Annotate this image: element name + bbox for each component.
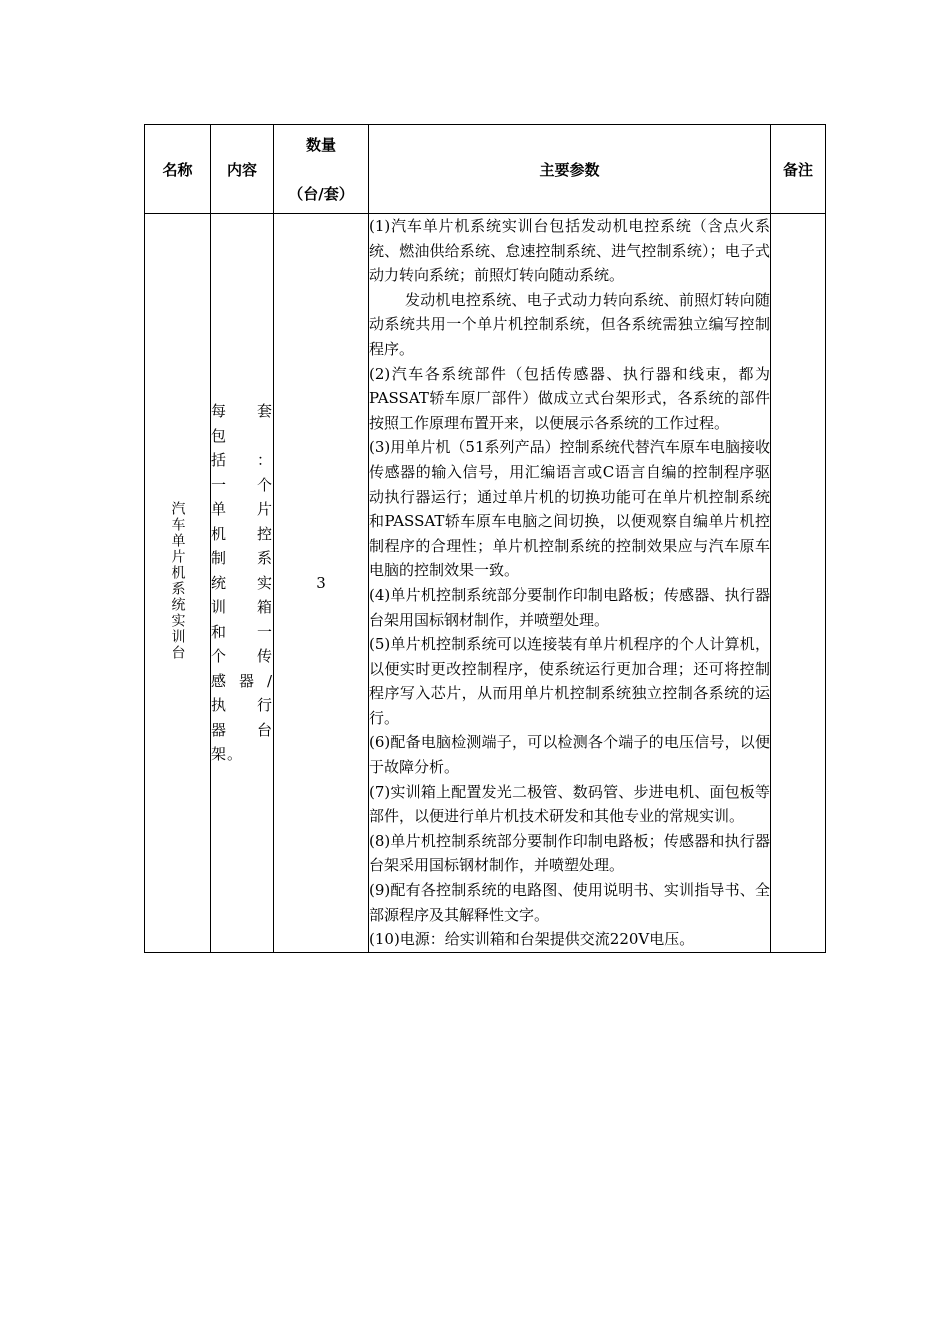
content-line: 训 箱 [211,598,273,617]
spec-table [144,124,826,953]
content-line: 一 个 [211,475,273,494]
param-1-note: 发动机电控系统、电子式动力转向系统、前照灯转向随动系统共用一个单片机控制系统，但各系统需独立编写控制程序。 [369,290,770,358]
content-line: 和 一 [211,622,273,641]
content-line: 架。 [211,745,244,764]
header-quantity-label: 数量 [305,136,336,154]
content-line: 括 ： [211,451,273,470]
item-quantity: 3 [316,573,326,592]
param-9: (9)配有各控制系统的电路图、使用说明书、实训指导书、全部源程序及其解释性文字。 [369,881,770,924]
content-line: 机 控 [211,524,273,543]
header-quantity [274,125,369,214]
header-quantity-unit: （台/套） [288,185,354,203]
content-line: 每 套 [211,402,273,421]
content-line: 器 台 [211,720,273,739]
cell-quantity [274,214,369,953]
table-row [145,214,826,953]
content-line: 个 传 [211,647,273,666]
cell-content [211,214,274,953]
param-10: (10)电源：给实训箱和台架提供交流220V电压。 [369,930,695,949]
header-row [145,125,826,214]
param-7: (7)实训箱上配置发光二极管、数码管、步进电机、面包板等部件，以便进行单片机技术研发和其他专业的常规实训。 [369,782,770,826]
content-line: 制 系 [211,549,273,568]
param-2: (2)汽车各系统部件（包括传感器、执行器和线束，都为PASSAT轿车原厂部件）做成立式台架形式，各系统的部件按照工作原理布置开来，以便展示各系统的工作过程。 [369,364,770,432]
header-content: 内容 [211,125,274,214]
param-5: (5)单片机控制系统可以连接装有单片机程序的个人计算机，以便实时更改控制程序，使系统运行更加合理；还可将控制程序写入芯片，从而用单片机控制系统独立控制各系统的运行。 [369,635,770,727]
cell-params [369,214,771,953]
param-6: (6)配备电脑检测端子，可以检测各个端子的电压信号，以便于故障分析。 [369,733,770,777]
header-remark: 备注 [771,125,826,214]
content-line: 包 [211,426,228,445]
cell-name [145,214,211,953]
content-line: 执 行 [211,696,273,715]
param-4: (4)单片机控制系统部分要制作印制电路板；传感器、执行器台架用国标钢材制作，并喷塑处理。 [369,585,770,629]
item-name: 汽车单片机系统实训台 [169,500,186,661]
cell-remark [771,214,826,953]
param-8: (8)单片机控制系统部分要制作印制电路板；传感器和执行器台架采用国标钢材制作，并喷塑处理。 [369,831,770,875]
content-line: 感 器 / [211,671,273,690]
param-3: (3)用单片机（51系列产品）控制系统代替汽车原车电脑接收传感器的输入信号，用汇编语言或C语言自编的控制程序驱动执行器运行；通过单片机的切换功能可在单片机控制系统和PASSAT轿车原车电脑之间切换，以便观察自编单片机控制程序的合理性；单片机控制系统的控制效果应与汽车原车电脑的控制效果一致。 [369,438,770,580]
param-1: (1)汽车单片机系统实训台包括发动机电控系统（含点火系统、燃油供给系统、怠速控制系统、进气控制系统）；电子式动力转向系统；前照灯转向随动系统。 [369,217,770,285]
header-name: 名称 [145,125,211,214]
item-content [211,399,273,767]
content-line: 单 片 [211,500,273,519]
header-params: 主要参数 [369,125,771,214]
content-line: 统 实 [211,573,273,592]
